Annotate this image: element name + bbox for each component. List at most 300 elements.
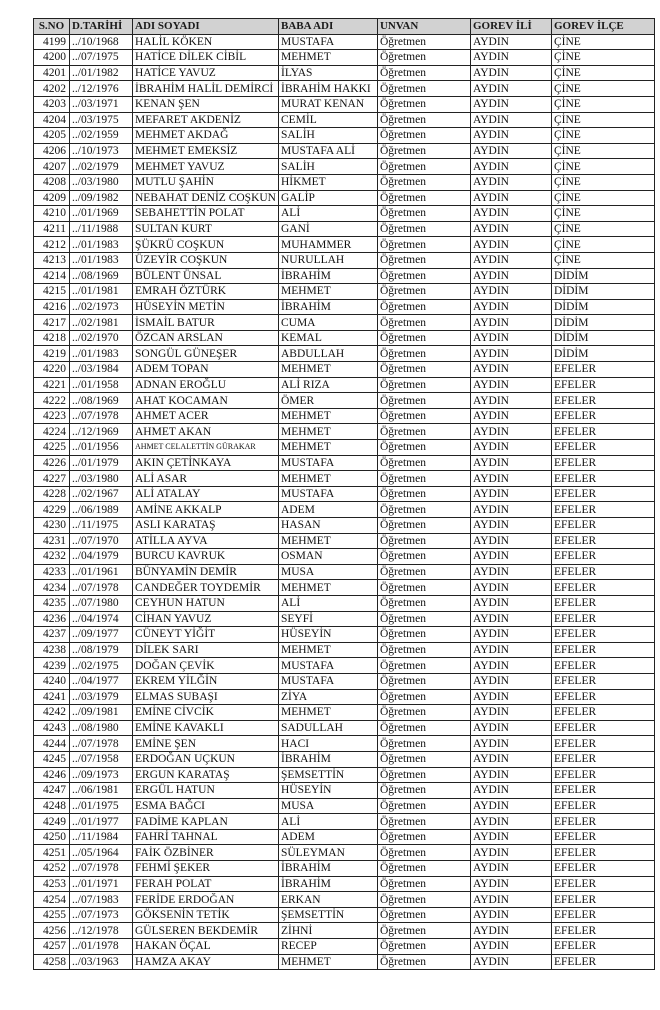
cell-duty-city: AYDIN — [470, 798, 551, 814]
cell-duty-city: AYDIN — [470, 767, 551, 783]
cell-duty-city: AYDIN — [470, 34, 551, 50]
cell-birth-date: ../01/1978 — [70, 939, 133, 955]
cell-sno: 4246 — [34, 767, 70, 783]
cell-full-name: ELMAS SUBAŞI — [133, 689, 279, 705]
cell-full-name: EMİNE CİVCİK — [133, 705, 279, 721]
cell-duty-city: AYDIN — [470, 518, 551, 534]
cell-birth-date: ../03/1975 — [70, 112, 133, 128]
header-father-name: BABA ADI — [278, 19, 377, 35]
cell-duty-city: AYDIN — [470, 206, 551, 222]
cell-father-name: ERKAN — [278, 892, 377, 908]
cell-title: Öğretmen — [377, 377, 470, 393]
cell-duty-district: ÇİNE — [551, 206, 654, 222]
cell-duty-district: EFELER — [551, 408, 654, 424]
cell-duty-district: EFELER — [551, 798, 654, 814]
table-row — [34, 892, 655, 908]
cell-title: Öğretmen — [377, 861, 470, 877]
cell-title: Öğretmen — [377, 829, 470, 845]
cell-sno: 4212 — [34, 237, 70, 253]
cell-full-name: ESMA BAĞCI — [133, 798, 279, 814]
table-body — [34, 34, 655, 970]
cell-duty-district: EFELER — [551, 829, 654, 845]
cell-full-name: AHAT KOCAMAN — [133, 393, 279, 409]
cell-duty-city: AYDIN — [470, 736, 551, 752]
cell-duty-district: EFELER — [551, 533, 654, 549]
table-row — [34, 408, 655, 424]
cell-sno: 4211 — [34, 221, 70, 237]
table-row — [34, 954, 655, 970]
cell-sno: 4200 — [34, 50, 70, 66]
cell-full-name: AKIN ÇETİNKAYA — [133, 455, 279, 471]
cell-title: Öğretmen — [377, 798, 470, 814]
cell-title: Öğretmen — [377, 455, 470, 471]
cell-title: Öğretmen — [377, 408, 470, 424]
cell-duty-city: AYDIN — [470, 393, 551, 409]
cell-full-name: FADİME KAPLAN — [133, 814, 279, 830]
cell-duty-district: EFELER — [551, 362, 654, 378]
cell-birth-date: ../07/1973 — [70, 907, 133, 923]
cell-duty-district: EFELER — [551, 455, 654, 471]
table-row — [34, 268, 655, 284]
cell-father-name: MEHMET — [278, 642, 377, 658]
cell-title: Öğretmen — [377, 174, 470, 190]
cell-full-name: ERGÜL HATUN — [133, 783, 279, 799]
table-row — [34, 798, 655, 814]
cell-duty-city: AYDIN — [470, 689, 551, 705]
cell-duty-district: ÇİNE — [551, 34, 654, 50]
cell-father-name: HÜSEYİN — [278, 627, 377, 643]
cell-birth-date: ../01/1969 — [70, 206, 133, 222]
cell-title: Öğretmen — [377, 814, 470, 830]
cell-father-name: İBRAHİM HAKKI — [278, 81, 377, 97]
cell-birth-date: ../12/1978 — [70, 923, 133, 939]
cell-full-name: BÜNYAMİN DEMİR — [133, 564, 279, 580]
cell-duty-city: AYDIN — [470, 939, 551, 955]
cell-title: Öğretmen — [377, 767, 470, 783]
cell-duty-district: EFELER — [551, 377, 654, 393]
table-row — [34, 221, 655, 237]
cell-duty-city: AYDIN — [470, 627, 551, 643]
table-row — [34, 174, 655, 190]
cell-duty-district: EFELER — [551, 502, 654, 518]
cell-duty-district: DİDİM — [551, 330, 654, 346]
cell-duty-district: ÇİNE — [551, 128, 654, 144]
cell-full-name: AMİNE AKKALP — [133, 502, 279, 518]
cell-sno: 4243 — [34, 720, 70, 736]
cell-duty-district: ÇİNE — [551, 112, 654, 128]
cell-birth-date: ../02/1981 — [70, 315, 133, 331]
cell-duty-district: ÇİNE — [551, 237, 654, 253]
table-row — [34, 595, 655, 611]
header-full-name: ADI SOYADI — [133, 19, 279, 35]
cell-duty-district: EFELER — [551, 892, 654, 908]
cell-title: Öğretmen — [377, 112, 470, 128]
cell-birth-date: ../01/1961 — [70, 564, 133, 580]
cell-duty-district: EFELER — [551, 736, 654, 752]
cell-full-name: HATİCE DİLEK CİBİL — [133, 50, 279, 66]
cell-birth-date: ../03/1979 — [70, 689, 133, 705]
cell-father-name: MUSTAFA — [278, 673, 377, 689]
cell-title: Öğretmen — [377, 252, 470, 268]
cell-title: Öğretmen — [377, 237, 470, 253]
cell-duty-city: AYDIN — [470, 252, 551, 268]
cell-full-name: SEBAHETTİN POLAT — [133, 206, 279, 222]
cell-duty-district: EFELER — [551, 393, 654, 409]
cell-title: Öğretmen — [377, 34, 470, 50]
cell-duty-district: EFELER — [551, 580, 654, 596]
cell-duty-city: AYDIN — [470, 315, 551, 331]
cell-title: Öğretmen — [377, 330, 470, 346]
cell-duty-district: EFELER — [551, 939, 654, 955]
cell-duty-district: EFELER — [551, 767, 654, 783]
cell-duty-district: EFELER — [551, 642, 654, 658]
table-row — [34, 284, 655, 300]
cell-duty-city: AYDIN — [470, 642, 551, 658]
cell-father-name: MUSTAFA ALİ — [278, 143, 377, 159]
cell-duty-city: AYDIN — [470, 658, 551, 674]
cell-birth-date: ../09/1981 — [70, 705, 133, 721]
table-row — [34, 486, 655, 502]
cell-birth-date: ../02/1970 — [70, 330, 133, 346]
cell-birth-date: ../01/1979 — [70, 455, 133, 471]
table-row — [34, 190, 655, 206]
cell-full-name: BURCU KAVRUK — [133, 549, 279, 565]
cell-sno: 4215 — [34, 284, 70, 300]
cell-birth-date: ../11/1988 — [70, 221, 133, 237]
cell-father-name: MUSTAFA — [278, 455, 377, 471]
cell-father-name: ZİYA — [278, 689, 377, 705]
cell-duty-district: EFELER — [551, 845, 654, 861]
cell-sno: 4231 — [34, 533, 70, 549]
cell-father-name: HACI — [278, 736, 377, 752]
cell-title: Öğretmen — [377, 424, 470, 440]
table-row — [34, 736, 655, 752]
cell-father-name: MEHMET — [278, 705, 377, 721]
cell-duty-city: AYDIN — [470, 861, 551, 877]
cell-sno: 4203 — [34, 96, 70, 112]
cell-father-name: OSMAN — [278, 549, 377, 565]
cell-duty-district: EFELER — [551, 689, 654, 705]
cell-full-name: SULTAN KURT — [133, 221, 279, 237]
cell-duty-district: EFELER — [551, 751, 654, 767]
cell-father-name: MEHMET — [278, 50, 377, 66]
cell-sno: 4214 — [34, 268, 70, 284]
cell-title: Öğretmen — [377, 611, 470, 627]
cell-duty-city: AYDIN — [470, 377, 551, 393]
cell-full-name: FAHRİ TAHNAL — [133, 829, 279, 845]
cell-birth-date: ../02/1967 — [70, 486, 133, 502]
header-sno: S.NO — [34, 19, 70, 35]
cell-sno: 4228 — [34, 486, 70, 502]
table-row — [34, 829, 655, 845]
cell-father-name: ALİ — [278, 595, 377, 611]
table-row — [34, 627, 655, 643]
cell-duty-district: EFELER — [551, 907, 654, 923]
cell-birth-date: ../04/1979 — [70, 549, 133, 565]
cell-birth-date: ../07/1975 — [70, 50, 133, 66]
cell-duty-district: ÇİNE — [551, 159, 654, 175]
cell-birth-date: ../05/1964 — [70, 845, 133, 861]
cell-sno: 4199 — [34, 34, 70, 50]
cell-full-name: AHMET CELALETTİN GÜRAKAR — [133, 440, 279, 456]
cell-father-name: SALİH — [278, 159, 377, 175]
cell-duty-city: AYDIN — [470, 190, 551, 206]
cell-title: Öğretmen — [377, 81, 470, 97]
cell-full-name: GÜLSEREN BEKDEMİR — [133, 923, 279, 939]
table-row — [34, 455, 655, 471]
cell-title: Öğretmen — [377, 221, 470, 237]
cell-duty-district: EFELER — [551, 923, 654, 939]
cell-birth-date: ../07/1970 — [70, 533, 133, 549]
header-birth-date: D.TARİHİ — [70, 19, 133, 35]
cell-birth-date: ../02/1979 — [70, 159, 133, 175]
cell-duty-city: AYDIN — [470, 564, 551, 580]
table-row — [34, 720, 655, 736]
table-row — [34, 299, 655, 315]
cell-sno: 4227 — [34, 471, 70, 487]
table-row — [34, 346, 655, 362]
table-row — [34, 658, 655, 674]
cell-duty-district: DİDİM — [551, 284, 654, 300]
cell-birth-date: ../04/1977 — [70, 673, 133, 689]
cell-full-name: HALİL KÖKEN — [133, 34, 279, 50]
cell-father-name: MURAT KENAN — [278, 96, 377, 112]
cell-father-name: SÜLEYMAN — [278, 845, 377, 861]
table-row — [34, 907, 655, 923]
cell-sno: 4206 — [34, 143, 70, 159]
cell-full-name: CEYHUN HATUN — [133, 595, 279, 611]
cell-father-name: CEMİL — [278, 112, 377, 128]
cell-title: Öğretmen — [377, 518, 470, 534]
cell-sno: 4205 — [34, 128, 70, 144]
cell-duty-city: AYDIN — [470, 440, 551, 456]
cell-duty-city: AYDIN — [470, 50, 551, 66]
cell-father-name: KEMAL — [278, 330, 377, 346]
cell-sno: 4209 — [34, 190, 70, 206]
cell-birth-date: ../11/1975 — [70, 518, 133, 534]
teacher-table — [33, 18, 655, 970]
cell-full-name: EKREM YİLĞİN — [133, 673, 279, 689]
cell-birth-date: ../07/1978 — [70, 580, 133, 596]
cell-father-name: HÜSEYİN — [278, 783, 377, 799]
table-row — [34, 112, 655, 128]
cell-duty-city: AYDIN — [470, 299, 551, 315]
teacher-list-sheet — [33, 18, 655, 970]
cell-birth-date: ../07/1978 — [70, 736, 133, 752]
table-row — [34, 143, 655, 159]
cell-father-name: ADEM — [278, 829, 377, 845]
cell-duty-district: EFELER — [551, 518, 654, 534]
cell-duty-district: EFELER — [551, 705, 654, 721]
cell-birth-date: ../09/1973 — [70, 767, 133, 783]
cell-father-name: ABDULLAH — [278, 346, 377, 362]
cell-father-name: RECEP — [278, 939, 377, 955]
cell-duty-city: AYDIN — [470, 705, 551, 721]
cell-duty-city: AYDIN — [470, 237, 551, 253]
cell-title: Öğretmen — [377, 736, 470, 752]
cell-duty-city: AYDIN — [470, 549, 551, 565]
cell-sno: 4234 — [34, 580, 70, 596]
cell-sno: 4236 — [34, 611, 70, 627]
cell-duty-district: EFELER — [551, 424, 654, 440]
cell-sno: 4250 — [34, 829, 70, 845]
cell-title: Öğretmen — [377, 549, 470, 565]
cell-sno: 4237 — [34, 627, 70, 643]
cell-duty-city: AYDIN — [470, 268, 551, 284]
cell-duty-district: EFELER — [551, 720, 654, 736]
cell-full-name: KENAN ŞEN — [133, 96, 279, 112]
cell-full-name: MEHMET EMEKSİZ — [133, 143, 279, 159]
cell-sno: 4219 — [34, 346, 70, 362]
cell-full-name: MEHMET YAVUZ — [133, 159, 279, 175]
cell-duty-city: AYDIN — [470, 81, 551, 97]
cell-birth-date: ../01/1977 — [70, 814, 133, 830]
cell-full-name: BÜLENT ÜNSAL — [133, 268, 279, 284]
table-row — [34, 783, 655, 799]
cell-full-name: SONGÜL GÜNEŞER — [133, 346, 279, 362]
cell-father-name: MUSA — [278, 798, 377, 814]
cell-sno: 4230 — [34, 518, 70, 534]
cell-birth-date: ../01/1975 — [70, 798, 133, 814]
cell-father-name: MEHMET — [278, 471, 377, 487]
cell-title: Öğretmen — [377, 751, 470, 767]
cell-sno: 4213 — [34, 252, 70, 268]
cell-duty-city: AYDIN — [470, 143, 551, 159]
cell-father-name: ZİHNİ — [278, 923, 377, 939]
cell-full-name: ADNAN EROĞLU — [133, 377, 279, 393]
cell-birth-date: ../02/1973 — [70, 299, 133, 315]
cell-father-name: MEHMET — [278, 408, 377, 424]
cell-birth-date: ../03/1963 — [70, 954, 133, 970]
cell-duty-district: EFELER — [551, 658, 654, 674]
table-row — [34, 518, 655, 534]
cell-birth-date: ../09/1982 — [70, 190, 133, 206]
cell-duty-city: AYDIN — [470, 471, 551, 487]
cell-title: Öğretmen — [377, 268, 470, 284]
cell-title: Öğretmen — [377, 143, 470, 159]
cell-duty-city: AYDIN — [470, 112, 551, 128]
cell-duty-city: AYDIN — [470, 533, 551, 549]
cell-sno: 4224 — [34, 424, 70, 440]
cell-birth-date: ../12/1976 — [70, 81, 133, 97]
cell-title: Öğretmen — [377, 705, 470, 721]
header-row — [34, 19, 655, 35]
cell-title: Öğretmen — [377, 845, 470, 861]
cell-sno: 4242 — [34, 705, 70, 721]
cell-sno: 4202 — [34, 81, 70, 97]
cell-father-name: MEHMET — [278, 362, 377, 378]
header-title: UNVAN — [377, 19, 470, 35]
cell-duty-city: AYDIN — [470, 876, 551, 892]
cell-father-name: MEHMET — [278, 284, 377, 300]
cell-title: Öğretmen — [377, 783, 470, 799]
cell-title: Öğretmen — [377, 720, 470, 736]
cell-full-name: ERDOĞAN UÇKUN — [133, 751, 279, 767]
cell-full-name: EMRAH ÖZTÜRK — [133, 284, 279, 300]
cell-duty-district: EFELER — [551, 814, 654, 830]
cell-duty-city: AYDIN — [470, 892, 551, 908]
cell-full-name: ALİ ASAR — [133, 471, 279, 487]
cell-father-name: İBRAHİM — [278, 299, 377, 315]
cell-full-name: ÜZEYİR COŞKUN — [133, 252, 279, 268]
cell-sno: 4223 — [34, 408, 70, 424]
table-row — [34, 50, 655, 66]
cell-birth-date: ../03/1984 — [70, 362, 133, 378]
cell-duty-district: ÇİNE — [551, 143, 654, 159]
cell-birth-date: ../07/1980 — [70, 595, 133, 611]
cell-sno: 4216 — [34, 299, 70, 315]
cell-sno: 4258 — [34, 954, 70, 970]
cell-duty-city: AYDIN — [470, 486, 551, 502]
cell-full-name: MUTLU ŞAHİN — [133, 174, 279, 190]
cell-duty-city: AYDIN — [470, 673, 551, 689]
cell-duty-city: AYDIN — [470, 720, 551, 736]
cell-birth-date: ../07/1978 — [70, 861, 133, 877]
cell-full-name: HÜSEYİN METİN — [133, 299, 279, 315]
table-row — [34, 580, 655, 596]
cell-birth-date: ../08/1969 — [70, 393, 133, 409]
cell-father-name: ALİ — [278, 206, 377, 222]
cell-sno: 4218 — [34, 330, 70, 346]
cell-sno: 4245 — [34, 751, 70, 767]
table-row — [34, 65, 655, 81]
cell-title: Öğretmen — [377, 580, 470, 596]
cell-full-name: İSMAİL BATUR — [133, 315, 279, 331]
cell-title: Öğretmen — [377, 923, 470, 939]
table-row — [34, 377, 655, 393]
cell-duty-city: AYDIN — [470, 284, 551, 300]
cell-father-name: SADULLAH — [278, 720, 377, 736]
table-row — [34, 96, 655, 112]
table-row — [34, 939, 655, 955]
cell-sno: 4220 — [34, 362, 70, 378]
cell-birth-date: ../03/1980 — [70, 174, 133, 190]
table-row — [34, 642, 655, 658]
table-row — [34, 767, 655, 783]
cell-duty-district: DİDİM — [551, 268, 654, 284]
cell-duty-district: ÇİNE — [551, 96, 654, 112]
cell-birth-date: ../08/1980 — [70, 720, 133, 736]
cell-duty-city: AYDIN — [470, 346, 551, 362]
cell-father-name: MUSTAFA — [278, 34, 377, 50]
cell-duty-city: AYDIN — [470, 221, 551, 237]
cell-duty-city: AYDIN — [470, 330, 551, 346]
cell-title: Öğretmen — [377, 96, 470, 112]
cell-duty-city: AYDIN — [470, 751, 551, 767]
table-row — [34, 315, 655, 331]
cell-duty-city: AYDIN — [470, 954, 551, 970]
cell-full-name: ŞÜKRÜ COŞKUN — [133, 237, 279, 253]
cell-duty-city: AYDIN — [470, 128, 551, 144]
cell-title: Öğretmen — [377, 595, 470, 611]
cell-sno: 4229 — [34, 502, 70, 518]
cell-title: Öğretmen — [377, 128, 470, 144]
table-row — [34, 128, 655, 144]
cell-birth-date: ../10/1968 — [70, 34, 133, 50]
cell-title: Öğretmen — [377, 502, 470, 518]
cell-father-name: NURULLAH — [278, 252, 377, 268]
cell-duty-district: EFELER — [551, 876, 654, 892]
cell-birth-date: ../02/1959 — [70, 128, 133, 144]
table-row — [34, 34, 655, 50]
cell-full-name: AHMET AKAN — [133, 424, 279, 440]
cell-birth-date: ../03/1971 — [70, 96, 133, 112]
cell-full-name: FEHMİ ŞEKER — [133, 861, 279, 877]
cell-birth-date: ../11/1984 — [70, 829, 133, 845]
cell-title: Öğretmen — [377, 393, 470, 409]
cell-birth-date: ../03/1980 — [70, 471, 133, 487]
cell-father-name: İBRAHİM — [278, 861, 377, 877]
